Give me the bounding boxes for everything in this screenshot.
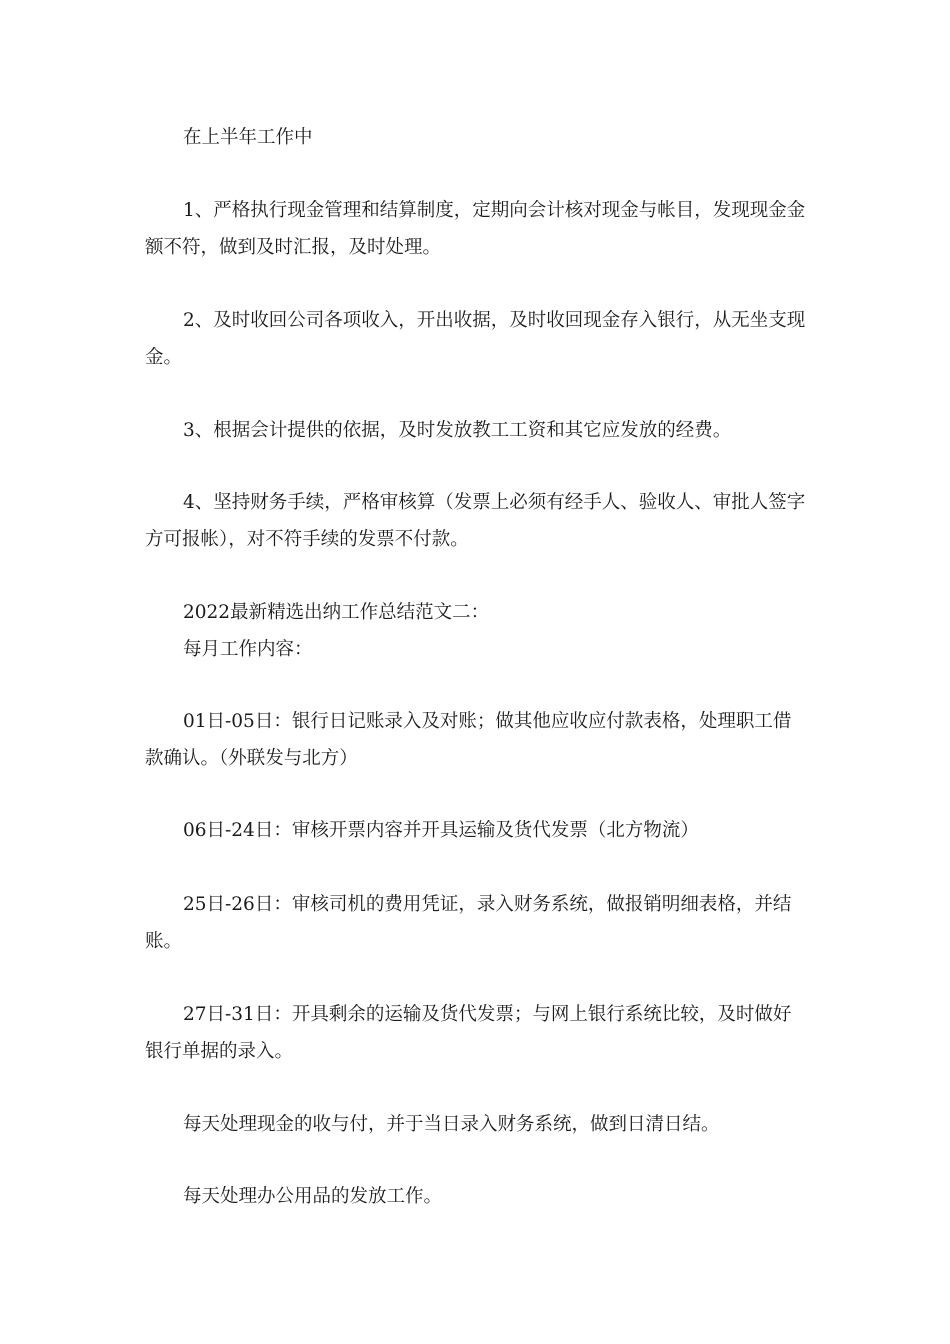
paragraph-schedule-1: 01日-05日：银行日记账录入及对账；做其他应收应付款表格，处理职工借款确认。（外联发与北方） [145, 711, 792, 769]
paragraph-item-4: 4、坚持财务手续，严格审核算（发票上必须有经手人、验收人、审批人签字方可报帐），对不符手续的发票不付款。 [145, 492, 806, 550]
paragraph-schedule-3: 25日-26日：审核司机的费用凭证，录入财务系统，做报销明细表格，并结账。 [145, 894, 792, 952]
section-heading: 2022最新精选出纳工作总结范文二： [183, 602, 490, 623]
paragraph-daily-supplies: 每天处理办公用品的发放工作。 [183, 1186, 443, 1207]
paragraph-monthly-heading: 每月工作内容： [183, 639, 313, 660]
paragraph-item-2: 2、及时收回公司各项收入，开出收据，及时收回现金存入银行，从无坐支现金。 [145, 310, 806, 368]
paragraph-daily-cash: 每天处理现金的收与付，并于当日录入财务系统，做到日清日结。 [183, 1114, 720, 1135]
paragraph-item-1: 1、严格执行现金管理和结算制度，定期向会计核对现金与帐目，发现现金金额不符，做到及时汇报，及时处理。 [145, 200, 806, 258]
paragraph-schedule-4: 27日-31日：开具剩余的运输及货代发票；与网上银行系统比较，及时做好银行单据的录入。 [145, 1004, 792, 1062]
paragraph-item-3: 3、根据会计提供的依据，及时发放教工工资和其它应发放的经费。 [183, 420, 732, 441]
paragraph-schedule-2: 06日-24日：审核开票内容并开具运输及货代发票（北方物流） [183, 820, 699, 841]
paragraph-intro: 在上半年工作中 [183, 127, 313, 148]
